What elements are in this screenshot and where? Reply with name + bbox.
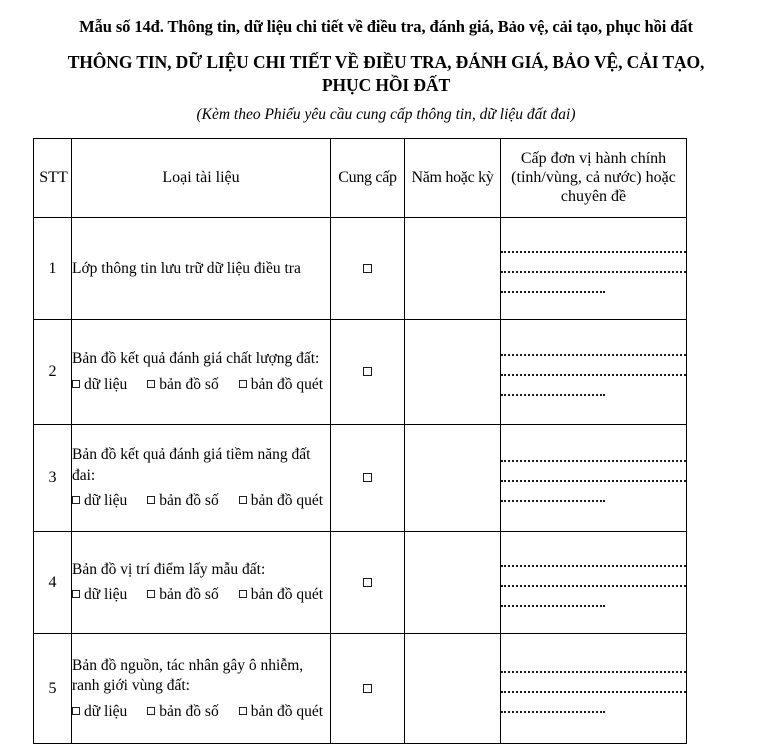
document-type-cell: [72, 634, 331, 744]
column-header-supply: Cung cấp: [331, 139, 405, 218]
row-number-cell: [34, 218, 72, 320]
checkbox-icon[interactable]: [147, 380, 155, 388]
supply-checkbox-icon[interactable]: [363, 367, 372, 376]
dotted-fill-lines: [501, 452, 686, 502]
page-subtitle: (Kèm theo Phiếu yêu cầu cung cấp thông tin, dữ liệu đất đai): [196, 105, 576, 123]
option-scanned-map[interactable]: [239, 492, 323, 509]
dotted-fill-line: [501, 671, 686, 673]
option-scanned-map-label: bản đồ quét: [250, 586, 324, 604]
row-number: 4: [48, 573, 57, 591]
table-row: [34, 634, 687, 744]
document-type-label: Bản đồ vị trí điểm lấy mẫu đất:: [72, 560, 266, 578]
dotted-rule: [501, 460, 686, 462]
dotted-fill-line: [501, 605, 605, 607]
format-options: [72, 375, 330, 395]
checkbox-icon[interactable]: [72, 707, 80, 715]
supply-cell: [331, 532, 405, 634]
year-or-period-cell[interactable]: [405, 634, 501, 744]
supply-checkbox-icon[interactable]: [363, 578, 372, 587]
heading-block: [0, 0, 772, 124]
dotted-fill-line: [501, 565, 686, 567]
dotted-fill-line: [501, 394, 605, 396]
format-options: [72, 585, 330, 605]
admin-level-cell[interactable]: [501, 425, 687, 532]
table-body: [34, 218, 687, 744]
admin-level-cell[interactable]: [501, 320, 687, 425]
column-header-admin-level: Cấp đơn vị hành chính (tỉnh/vùng, cả nước) hoặc chuyên đề: [501, 139, 687, 218]
row-number-cell: [34, 425, 72, 532]
row-number: 1: [48, 259, 57, 277]
checkbox-icon[interactable]: [239, 380, 247, 388]
option-data-label: dữ liệu: [84, 702, 128, 720]
format-options: [72, 702, 330, 722]
dotted-fill-line: [501, 711, 605, 713]
dotted-rule: [501, 691, 686, 693]
table-row: [34, 218, 687, 320]
option-data[interactable]: [72, 586, 127, 603]
dotted-fill-line: [501, 585, 686, 587]
option-digital-map-label: bản đồ số: [159, 702, 219, 720]
column-header-stt: STT: [34, 139, 72, 218]
dotted-fill-line: [501, 291, 605, 293]
supply-checkbox-icon[interactable]: [363, 264, 372, 273]
table-header: [34, 139, 687, 218]
supply-cell: [331, 320, 405, 425]
option-data-label: dữ liệu: [84, 586, 128, 604]
dotted-fill-line: [501, 251, 686, 253]
table-row: [34, 532, 687, 634]
information-table-wrapper: [33, 138, 686, 744]
row-number-cell: [34, 320, 72, 425]
checkbox-icon[interactable]: [72, 496, 80, 504]
document-type-label: Bản đồ kết quả đánh giá chất lượng đất:: [72, 350, 320, 368]
dotted-rule: [501, 711, 605, 713]
supply-cell: [331, 218, 405, 320]
option-scanned-map-label: bản đồ quét: [250, 375, 324, 393]
option-data[interactable]: [72, 492, 127, 509]
format-options: [72, 491, 330, 511]
row-number-cell: [34, 532, 72, 634]
dotted-rule: [501, 374, 686, 376]
dotted-rule: [501, 585, 686, 587]
option-data[interactable]: [72, 703, 127, 720]
option-data-label: dữ liệu: [84, 375, 128, 393]
option-data-label: dữ liệu: [84, 492, 128, 510]
admin-level-cell[interactable]: [501, 532, 687, 634]
supply-cell: [331, 634, 405, 744]
document-type-label: Bản đồ nguồn, tác nhân gây ô nhiễm, ranh giới vùng đất:: [72, 656, 304, 695]
dotted-rule: [501, 565, 686, 567]
dotted-rule: [501, 394, 605, 396]
dotted-fill-line: [501, 480, 686, 482]
checkbox-icon[interactable]: [147, 590, 155, 598]
supply-checkbox-icon[interactable]: [363, 684, 372, 693]
dotted-rule: [501, 271, 686, 273]
option-digital-map-label: bản đồ số: [159, 492, 219, 510]
dotted-fill-line: [501, 271, 686, 273]
checkbox-icon[interactable]: [239, 707, 247, 715]
dotted-fill-line: [501, 500, 605, 502]
dotted-fill-line: [501, 460, 686, 462]
year-or-period-cell[interactable]: [405, 218, 501, 320]
option-digital-map[interactable]: [147, 586, 218, 603]
option-data[interactable]: [72, 376, 127, 393]
table-row: [34, 320, 687, 425]
document-type-label: Bản đồ kết quả đánh giá tiềm năng đất đai:: [72, 446, 311, 484]
document-type-cell: [72, 320, 331, 425]
dotted-rule: [501, 291, 605, 293]
option-digital-map[interactable]: [147, 492, 218, 509]
option-digital-map-label: bản đồ số: [159, 375, 219, 393]
option-digital-map[interactable]: [147, 376, 218, 393]
checkbox-icon[interactable]: [239, 590, 247, 598]
option-scanned-map[interactable]: [239, 703, 323, 720]
dotted-rule: [501, 480, 686, 482]
form-code-heading: Mẫu số 14đ. Thông tin, dữ liệu chi tiết về điều tra, đánh giá, Bảo vệ, cải tạo, phục hồi đất: [79, 17, 693, 36]
option-digital-map-label: bản đồ số: [159, 586, 219, 604]
admin-level-cell[interactable]: [501, 634, 687, 744]
document-type-cell: [72, 532, 331, 634]
table-header-row: [34, 139, 687, 218]
checkbox-icon[interactable]: [72, 380, 80, 388]
year-or-period-cell[interactable]: [405, 320, 501, 425]
column-header-document-type: Loại tài liệu: [72, 139, 331, 218]
year-or-period-cell[interactable]: [405, 425, 501, 532]
information-table: [33, 138, 687, 744]
dotted-rule: [501, 671, 686, 673]
row-number-cell: [34, 634, 72, 744]
dotted-fill-lines: [501, 663, 686, 713]
checkbox-icon[interactable]: [239, 496, 247, 504]
option-scanned-map[interactable]: [239, 376, 323, 393]
dotted-rule: [501, 251, 686, 253]
dotted-fill-lines: [501, 243, 686, 293]
page-title: THÔNG TIN, DỮ LIỆU CHI TIẾT VỀ ĐIỀU TRA, ĐÁNH GIÁ, BẢO VỆ, CẢI TẠO, PHỤC HỒI ĐẤT: [67, 52, 705, 96]
option-digital-map[interactable]: [147, 703, 218, 720]
option-scanned-map-label: bản đồ quét: [250, 492, 324, 510]
supply-checkbox-icon[interactable]: [363, 473, 372, 482]
option-scanned-map-label: bản đồ quét: [250, 702, 324, 720]
option-scanned-map[interactable]: [239, 586, 323, 603]
dotted-fill-line: [501, 691, 686, 693]
document-type-label: Lớp thông tin lưu trữ dữ liệu điều tra: [72, 259, 301, 277]
table-row: [34, 425, 687, 532]
dotted-fill-lines: [501, 346, 686, 396]
dotted-rule: [501, 354, 686, 356]
column-header-year-or-period: Năm hoặc kỳ: [405, 139, 501, 218]
dotted-fill-lines: [501, 557, 686, 607]
row-number: 5: [48, 679, 57, 697]
document-type-cell: [72, 425, 331, 532]
row-number: 2: [48, 363, 57, 381]
checkbox-icon[interactable]: [72, 590, 80, 598]
year-or-period-cell[interactable]: [405, 532, 501, 634]
dotted-rule: [501, 500, 605, 502]
dotted-rule: [501, 605, 605, 607]
row-number: 3: [48, 469, 57, 487]
document-type-cell: [72, 218, 331, 320]
checkbox-icon[interactable]: [147, 496, 155, 504]
supply-cell: [331, 425, 405, 532]
checkbox-icon[interactable]: [147, 707, 155, 715]
dotted-fill-line: [501, 354, 686, 356]
dotted-fill-line: [501, 374, 686, 376]
admin-level-cell[interactable]: [501, 218, 687, 320]
